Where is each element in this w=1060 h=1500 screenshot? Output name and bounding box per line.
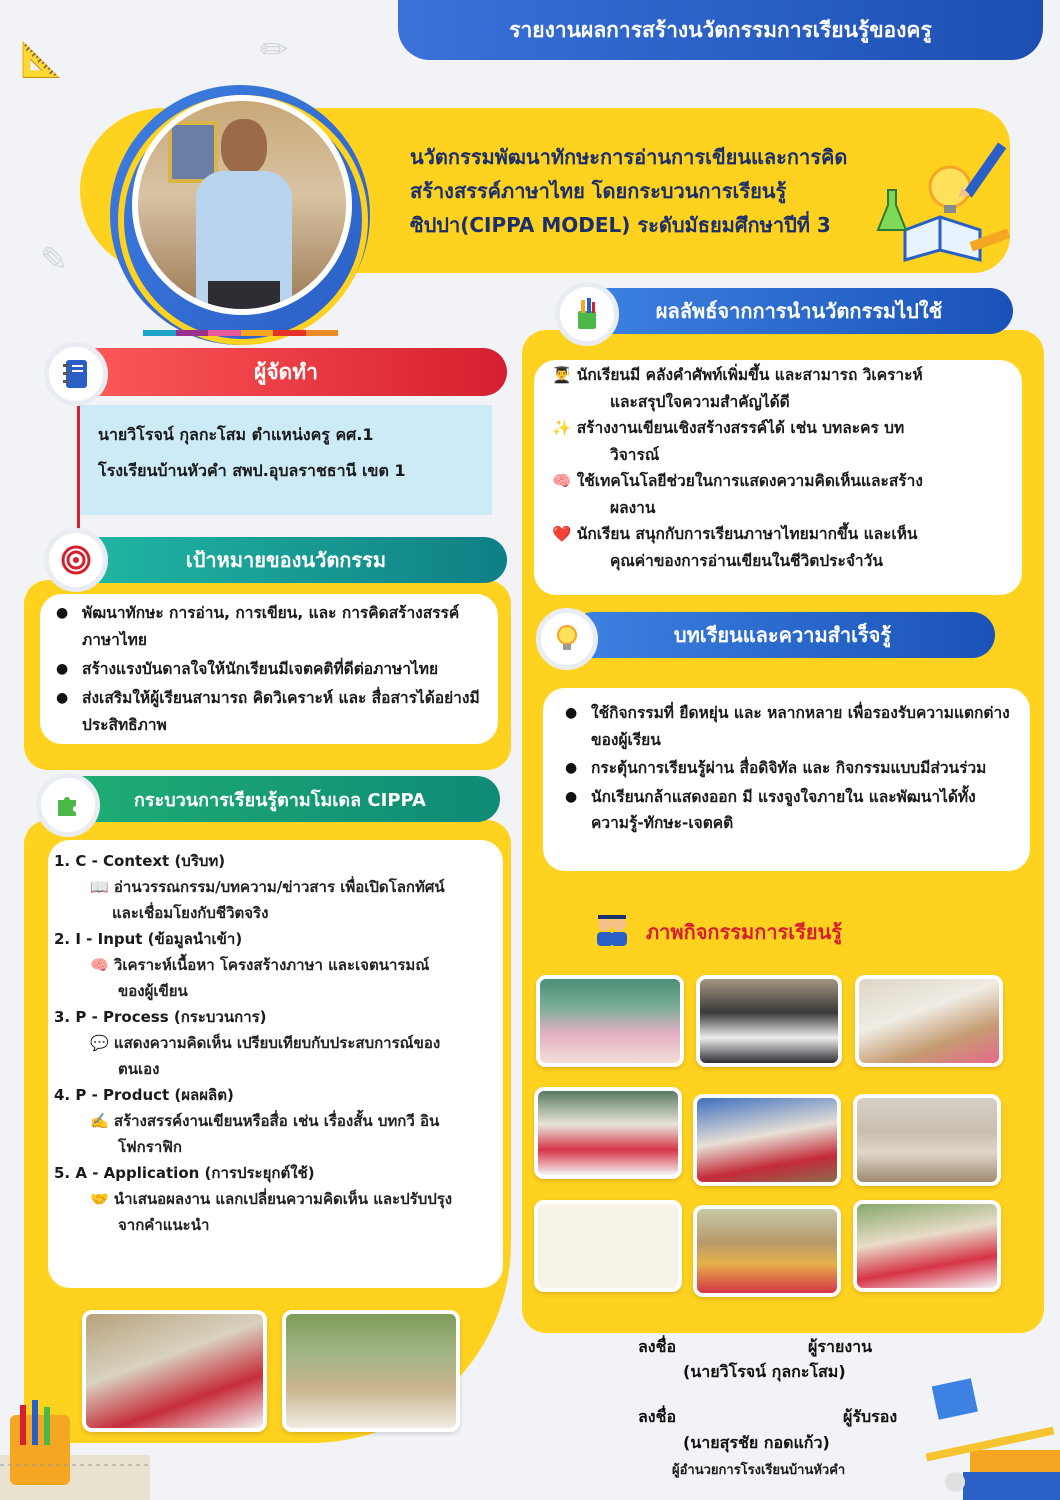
title-line: สร้างสรรค์ภาษาไทย โดยกระบวนการเรียนรู้ xyxy=(410,179,787,203)
brain-icon: 🧠 xyxy=(90,956,109,974)
cippa-step-detail: ตนเอง xyxy=(118,1060,160,1078)
handshake-icon: 🤝 xyxy=(90,1190,109,1208)
cippa-step-detail: และเชื่อมโยงกับชีวิตจริง xyxy=(112,904,269,922)
graduate-icon: 👨‍🎓 xyxy=(552,366,572,384)
cippa-step-title: 3. P - Process (กระบวนการ) xyxy=(54,1008,267,1026)
cippa-step-detail: นำเสนอผลงาน แลกเปลี่ยนความคิดเห็น และปรับปรุง xyxy=(113,1190,453,1208)
teacher-photo xyxy=(132,95,352,315)
cippa-step-title: 1. C - Context (บริบท) xyxy=(54,852,226,870)
reporter-role: ผู้รายงาน xyxy=(808,1337,873,1356)
heart-icon: ❤️ xyxy=(552,525,572,543)
cippa-step xyxy=(54,1160,493,1238)
lessons-heading: บทเรียนและความสำเร็จรู้ xyxy=(570,612,995,658)
book-flask-art-icon xyxy=(870,135,1010,265)
speech-bubble-icon: 💬 xyxy=(90,1034,109,1052)
lightbulb-badge xyxy=(536,608,598,670)
approver-position: ผู้อำนวยการโรงเรียนบ้านหัวคำ xyxy=(672,1463,846,1478)
cippa-step-detail: ของผู้เขียน xyxy=(118,982,188,1000)
result-text: คุณค่าของการอ่านเขียนในชีวิตประจำวัน xyxy=(610,551,883,570)
students-icon xyxy=(592,912,632,948)
results-heading: ผลลัพธ์จากการนำนวัตกรรมไปใช้ xyxy=(585,288,1013,334)
writing-hand-icon: ✍️ xyxy=(90,1112,109,1130)
goals-card xyxy=(40,594,498,744)
doodle-book-icon: 📐 xyxy=(20,40,63,80)
approver-name: (นายสุรชัย กอดแก้ว) xyxy=(683,1433,830,1452)
result-text: สร้างงานเขียนเชิงสร้างสรรค์ได้ เช่น บทละคร บท xyxy=(576,419,905,437)
puzzle-icon xyxy=(53,790,83,820)
activity-photo xyxy=(693,1205,841,1297)
lessons-card xyxy=(543,688,1030,871)
goal-item: ● พัฒนาทักษะ การอ่าน, การเขียน, และ การคิดสร้างสรรค์ภาษาไทย xyxy=(56,600,484,654)
book-icon: 📖 xyxy=(90,878,109,896)
notebook-icon xyxy=(59,357,93,391)
title-line: นวัตกรรมพัฒนาทักษะการอ่านการเขียนและการคิด xyxy=(410,145,848,169)
books-pencil-decoration-icon xyxy=(925,1370,1060,1500)
cippa-step-title: 2. I - Input (ข้อมูลนำเข้า) xyxy=(54,930,243,948)
lesson-item: ● นักเรียนกล้าแสดงออก มี แรงจูงใจภายใน และพัฒนาได้ทั้ง ความรู้-ทักษะ-เจตคติ xyxy=(565,784,1014,837)
approver-sign-label: ลงชื่อ xyxy=(638,1407,677,1426)
puzzle-badge xyxy=(36,773,100,837)
brain-icon: 🧠 xyxy=(552,472,572,490)
result-item xyxy=(552,362,1012,415)
cippa-step-detail: อ่านวรรณกรรม/บทความ/ข่าวสาร เพื่อเปิดโลกทัศน์ xyxy=(113,878,445,896)
cippa-heading: กระบวนการเรียนรู้ตามโมเดล CIPPA xyxy=(60,776,500,822)
activity-photo xyxy=(855,975,1003,1067)
pencil-cup-badge xyxy=(555,282,619,346)
lightbulb-icon xyxy=(553,623,581,655)
goal-item: ● สร้างแรงบันดาลใจให้นักเรียนมีเจตคติที่ดีต่อภาษาไทย xyxy=(56,656,484,683)
activity-photo xyxy=(534,1087,682,1179)
cippa-step-detail: จากคำแนะนำ xyxy=(118,1216,210,1234)
activity-photo xyxy=(853,1200,1001,1292)
cippa-step-title: 4. P - Product (ผลผลิต) xyxy=(54,1086,234,1104)
color-stripe xyxy=(143,330,176,336)
activities-heading: ภาพกิจกรรมการเรียนรู้ xyxy=(646,920,842,944)
cippa-step xyxy=(54,926,493,1004)
innovation-title xyxy=(410,140,930,242)
reporter-sign-label: ลงชื่อ xyxy=(638,1337,677,1356)
cippa-step-detail: วิเคราะห์เนื้อหา โครงสร้างภาษา และเจตนารมณ์ xyxy=(113,956,430,974)
results-card xyxy=(534,360,1022,595)
author-heading: ผู้จัดทำ xyxy=(65,348,507,396)
cippa-step xyxy=(54,1082,493,1160)
goals-heading: เป้าหมายของนวัตกรรม xyxy=(65,537,507,583)
cippa-step-title: 5. A - Application (การประยุกต์ใช้) xyxy=(54,1164,315,1182)
pencil-cup-icon xyxy=(571,297,603,331)
stationery-decoration-icon xyxy=(0,1395,160,1500)
activity-photo xyxy=(693,1094,841,1186)
result-text: และสรุปใจความสำคัญได้ดี xyxy=(610,392,790,411)
result-text: นักเรียน สนุกกับการเรียนภาษาไทยมากขึ้น และเห็น xyxy=(576,525,918,543)
sparkles-icon: ✨ xyxy=(552,419,572,437)
lesson-item: ● กระตุ้นการเรียนรู้ผ่าน สื่อดิจิทัล และ กิจกรรมแบบมีส่วนร่วม xyxy=(565,755,1014,782)
doodle-pencil-icon: ✏ xyxy=(260,30,289,70)
result-text: ผลงาน xyxy=(610,498,656,517)
color-stripe xyxy=(241,330,274,336)
color-stripe xyxy=(176,330,209,336)
activity-photo xyxy=(536,975,684,1067)
result-item xyxy=(552,415,1012,468)
result-text: วิจารณ์ xyxy=(610,445,660,464)
target-badge xyxy=(44,528,108,592)
lesson-item: ● ใช้กิจกรรมที่ ยืดหยุ่น และ หลากหลาย เพื่อรองรับความแตกต่างของผู้เรียน xyxy=(565,700,1014,753)
cippa-step-detail: สร้างสรรค์งานเขียนหรือสื่อ เช่น เรื่องสั้น บทกวี อิน xyxy=(113,1112,440,1130)
result-text: ใช้เทคโนโลยีช่วยในการแสดงความคิดเห็นและสร้าง xyxy=(576,472,923,490)
result-text: นักเรียนมี คลังคำศัพท์เพิ่มขึ้น และสามารถ วิเคราะห์ xyxy=(576,366,923,384)
report-banner: รายงานผลการสร้างนวัตกรรมการเรียนรู้ของครู xyxy=(398,0,1043,60)
color-stripe xyxy=(208,330,241,336)
cippa-step xyxy=(54,1004,493,1082)
color-stripes xyxy=(143,330,338,336)
color-stripe xyxy=(306,330,339,336)
target-icon xyxy=(60,544,92,576)
cippa-step-detail: แสดงความคิดเห็น เปรียบเทียบกับประสบการณ์ของ xyxy=(113,1034,441,1052)
activity-photo xyxy=(696,975,842,1067)
goal-item: ● ส่งเสริมให้ผู้เรียนสามารถ คิดวิเคราะห์ และ สื่อสารได้อย่างมีประสิทธิภาพ xyxy=(56,685,484,739)
result-item xyxy=(552,468,1012,521)
certificate-photo xyxy=(534,1200,682,1292)
activity-photo xyxy=(853,1094,1001,1186)
color-stripe xyxy=(273,330,306,336)
cippa-step-detail: โฟกราฟิก xyxy=(118,1138,182,1156)
author-school: โรงเรียนบ้านหัวคำ สพป.อุบลราชธานี เขต 1 xyxy=(98,461,406,480)
notebook-badge xyxy=(44,342,108,406)
activity-photo xyxy=(282,1310,460,1432)
title-line: ซิปปา(CIPPA MODEL) ระดับมัธยมศึกษาปีที่ 3 xyxy=(410,213,831,237)
cippa-step xyxy=(54,848,493,926)
cippa-steps-card xyxy=(48,840,503,1288)
author-info xyxy=(80,405,492,515)
reporter-name: (นายวิโรจน์ กุลกะโสม) xyxy=(683,1362,846,1381)
approver-role: ผู้รับรอง xyxy=(843,1407,898,1426)
doodle-lightbulb-icon: ✎ xyxy=(40,240,69,280)
author-name: นายวิโรจน์ กุลกะโสม ตำแหน่งครู คศ.1 xyxy=(98,425,374,444)
result-item xyxy=(552,521,1012,574)
